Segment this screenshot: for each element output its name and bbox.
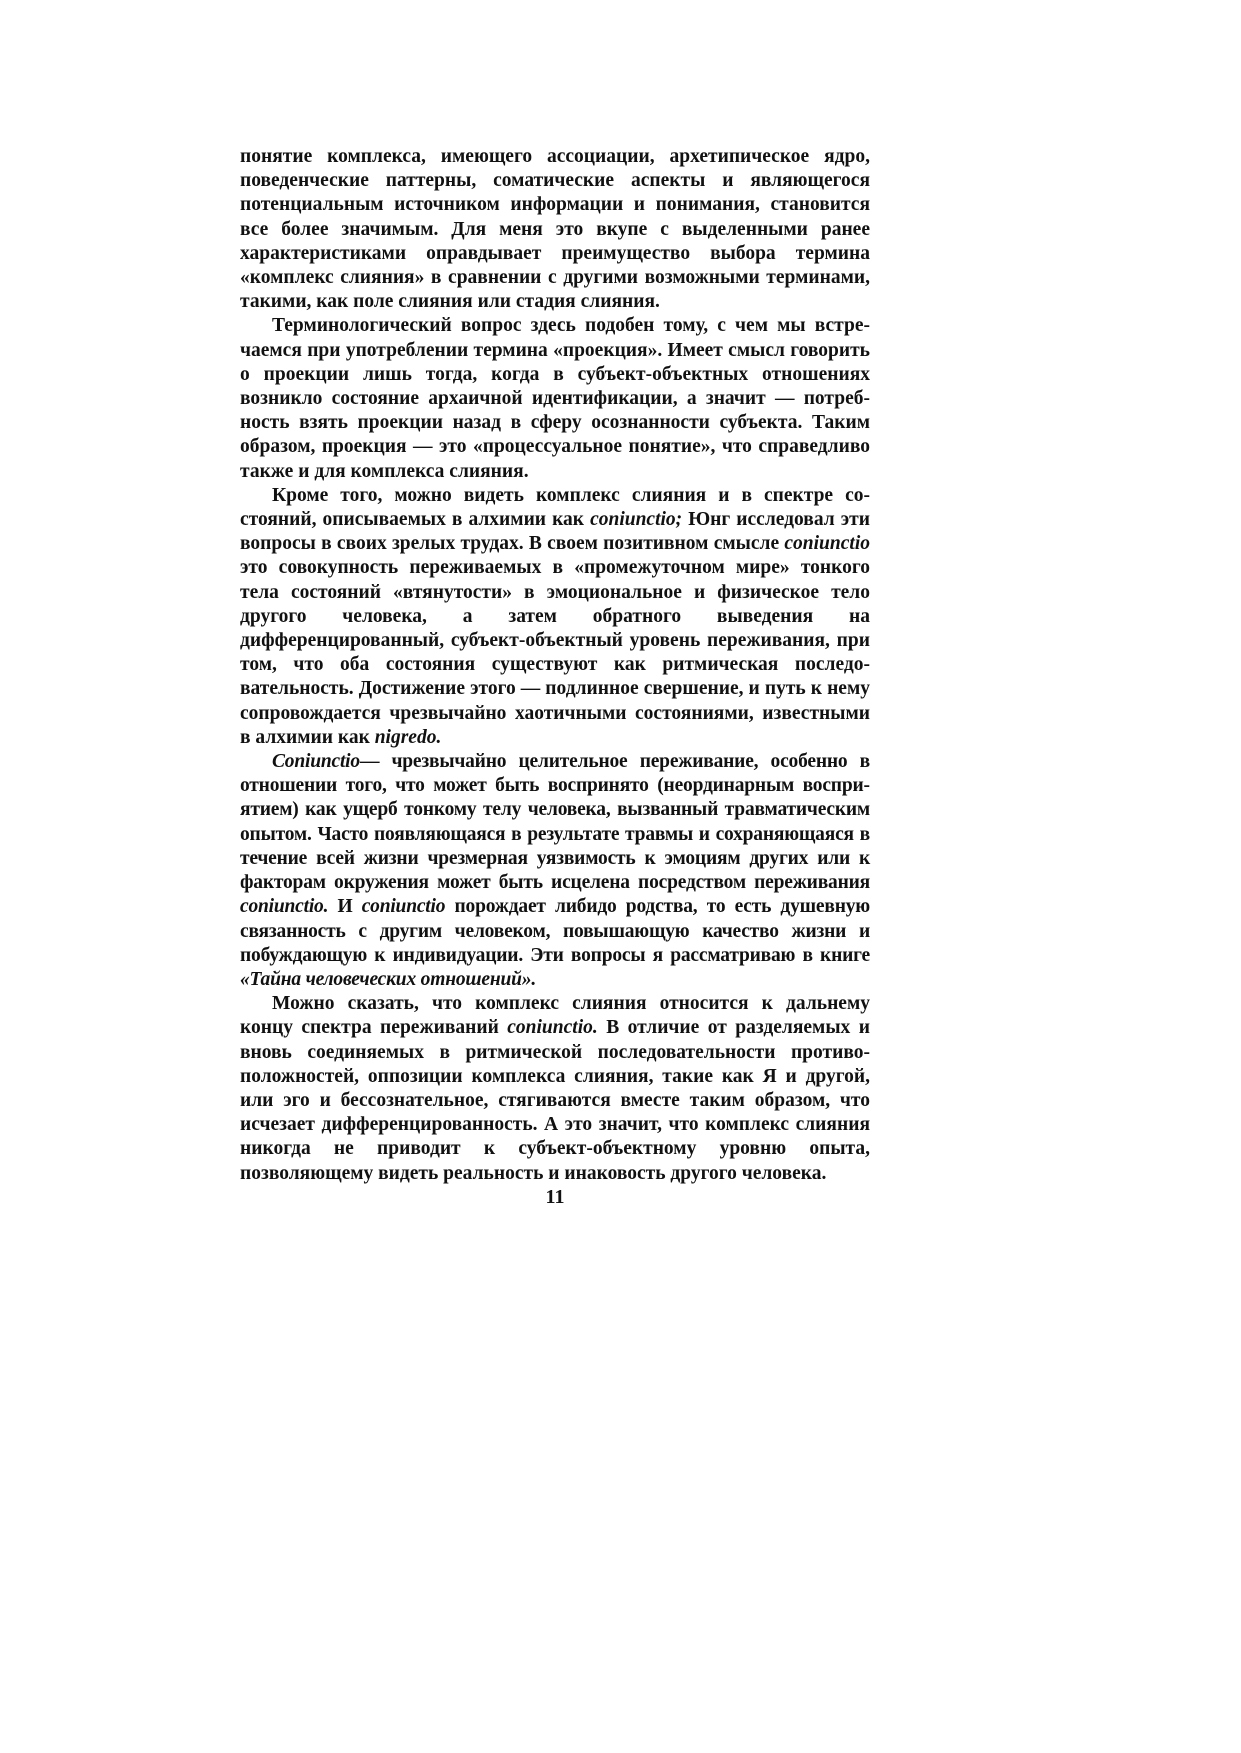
italic-term: coniunctio (784, 533, 870, 555)
text-run: Можно сказать, что комплекс слияния относится к дальнему концу спектра переживаний (240, 993, 870, 1039)
paragraph (240, 145, 870, 314)
body-text (240, 145, 870, 1186)
text-run: Юнг исследовал эти вопросы в своих зрелых трудах. В своем позитивном смысле (240, 509, 870, 555)
text-run: И (328, 896, 362, 918)
text-run: Терминологический вопрос здесь подобен тому, с чем мы встречаемся при употреблении термина «проекция». Имеет смысл говорить о проекции лишь тогда, когда в субъект-объектных отношениях возникло состояние архаичной идентификации, а значит — потребность взять проекции назад в сферу осознанности субъекта. Таким образом, проекция — это «процессуальное понятие», что справедливо также и для комплекса слияния. (240, 315, 870, 482)
book-page (240, 145, 870, 1208)
text-run: порождает либидо родства, то есть душевную связанность с другим человеком, повышающую качество жизни и побуждающую к индивидуации. Эти вопросы я рассматриваю в книге (240, 896, 870, 966)
page-number: 11 (545, 1186, 565, 1208)
paragraph (240, 750, 870, 992)
text-run: — чрезвычайно целительное переживание, особенно в отношении того, что может быть воспринято (неординарным восприятием) как ущерб тонкому телу человека, вызванный травматическим опытом. Часто появляющаяся в результате травмы и сохраняющаяся в течение всей жизни чрезмерная уязвимость к эмоциям других или к факторам окружения может быть исцелена посредством переживания (240, 751, 870, 894)
italic-term: coniunctio; (590, 509, 683, 531)
text-run: это совокупность переживаемых в «промежуточном мире» тонкого тела состояний «втянутости» в эмоциональное и физическое тело другого человека, а затем обратного выведения на дифференцированный, субъект-объектный уровень переживания, при том, что оба состояния существуют как ритмическая последовательность. Достижение этого — подлинное свершение, и путь к нему сопровождается чрезвычайно хаотичными состояниями, известными в алхимии как (240, 557, 870, 748)
text-run: понятие комплекса, имеющего ассоциации, архетипическое ядро, поведенческие паттерны, соматические аспекты и являющегося потенциальным источником информации и понимания, становится все более значимым. Для меня это вкупе с выделенными ранее характеристиками оправдывает преимущество выбора термина «комплекс слияния» в сравнении с другими возможными терминами, такими, как поле слияния или стадия слияния. (240, 146, 870, 313)
paragraph (240, 484, 870, 750)
italic-term: coniunctio. (507, 1017, 598, 1039)
italic-term: coniunctio. (240, 896, 329, 918)
italic-term: nigredo. (374, 726, 442, 748)
italic-term: Coniunctio (272, 751, 360, 773)
italic-term: coniunctio (361, 896, 446, 918)
paragraph (240, 314, 870, 483)
paragraph (240, 992, 870, 1186)
text-run: Кроме того, можно видеть комплекс слияния и в спектре состояний, описываемых в алхимии как (240, 484, 870, 531)
book-title: «Тайна человеческих отношений». (240, 968, 537, 990)
text-run: В отличие от разделяемых и вновь соединяемых в ритмической последовательности противоположностей, оппозиции комплекса слияния, такие как Я и другой, или эго и бессознательное, стягиваются вместе таким образом, что исчезает дифференцированность. А это значит, что комплекс слияния никогда не приводит к субъект-объектному уровню опыта, позволяющему видеть реальность и инаковость другого человека. (240, 1017, 870, 1184)
